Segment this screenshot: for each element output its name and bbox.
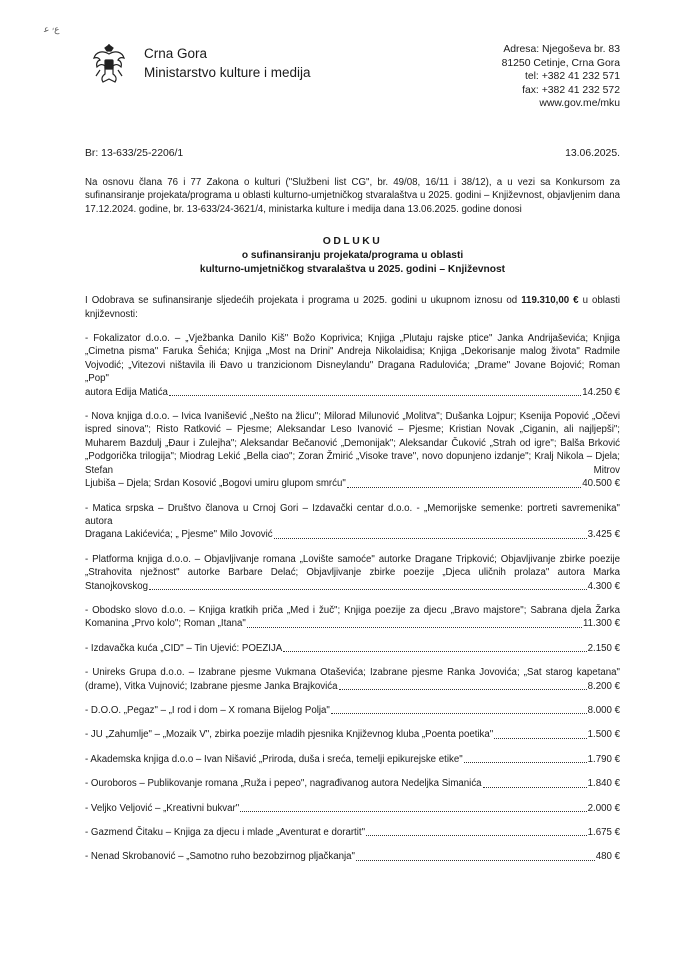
ministry-name: Ministarstvo kulture i medija (144, 65, 311, 80)
funding-amount: 8.200 € (587, 680, 620, 692)
leader-dots (483, 787, 587, 788)
title-subheading: kulturno-umjetničkog stvaralaštva u 2025. godini – Književnost (199, 263, 506, 275)
leader-dots (464, 762, 587, 763)
funding-item-text: Dragana Lakićevića; „ Pjesme" Milo Jovović (85, 529, 273, 541)
funding-item-text: - Veljko Veljović – „Kreativni bukvar" (85, 802, 240, 814)
leader-dots (339, 689, 587, 690)
leader-dots (169, 395, 581, 396)
funding-item-text: - JU „Zahumlje" – „Mozaik V", zbirka poezije mladih pjesnika Književnog kluba „Poenta poetika" (85, 729, 494, 741)
handwritten-mark: ﻉۥ ﻋ (44, 24, 60, 34)
funding-item-amount-row (85, 477, 620, 490)
funding-amount: 480 € (595, 851, 620, 863)
funding-item-text: (drame), Vitka Vujnović; Izabrane pjesme Janka Brajkovića (85, 680, 338, 692)
funding-item (85, 777, 620, 790)
document-body (85, 176, 620, 864)
funding-item-text: - Nova knjiga d.o.o. – Ivica Ivanišević „Nešto na žlicu"; Milorad Milunović „Molitva"; Dušanka Lojpur; Ksenija Popović „Očevi ispred sinova"; Risto Ratković – Pjesme; Aleksandar Leso Ivanović – Pjesme; Kristian Novak „Ciganin, ali najljepši"; Muharem Bazdulj „Đaur i Zulejha"; Aleksandar Bečanović „Demonijak"; Aleksandar Čuković „Strah od igre"; Balša Brković „Podgorička trilogija"; Miodrag Lekić „Bella ciao"; Zoran Žmirić „Visoke trave", novo dopunjeno izdanje"; Kralj Nikola – Djela; Stefan Mitrov (85, 411, 620, 476)
funding-amount: 1.675 € (587, 827, 620, 838)
funding-item-text: - D.O.O. „Pegaz" – „I rod i dom – X romana Bijelog Polja" (85, 704, 330, 716)
funding-amount: 3.425 € (587, 529, 620, 541)
funding-item-text: - Nenad Skrobanović – „Samotno ruho bezobzirnog pljačkanja" (85, 851, 356, 863)
funding-item-amount-row (85, 802, 620, 815)
funding-item (85, 642, 620, 655)
funding-item (85, 704, 620, 717)
decision-title (85, 235, 620, 276)
leader-dots (366, 835, 587, 836)
document-date: 13.06.2025. (565, 148, 620, 159)
funding-item (85, 666, 620, 693)
leader-dots (331, 713, 587, 714)
intro-text: I Odobrava se sufinansiranje sljedećih projekata i programa u 2025. godini u ukupnom iznosu od (85, 295, 522, 307)
leader-dots (347, 487, 581, 488)
leader-dots (149, 589, 587, 590)
funding-item-amount-row (85, 386, 620, 399)
leader-dots (283, 651, 586, 652)
address-line: 81250 Cetinje, Crna Gora (501, 57, 620, 69)
leader-dots (240, 811, 586, 812)
leader-dots (356, 860, 595, 861)
reference-number: Br: 13-633/25-2206/1 (85, 148, 184, 159)
funding-item (85, 604, 620, 631)
intro-paragraph (85, 294, 620, 321)
issuer-block (144, 44, 311, 82)
funding-item (85, 850, 620, 863)
funding-amount: 2.000 € (587, 802, 620, 814)
intro-text: u oblasti književnosti: (85, 295, 620, 320)
funding-item (85, 502, 620, 542)
funding-amount: 1.840 € (587, 778, 620, 790)
funding-item-text: autora Edija Matića (85, 386, 168, 398)
funding-item-text: - Matica srpska – Društvo članova u Crnoj Gori – Izdavački centar d.o.o. - „Memorijske semenke: portreti savremenika" autora (85, 502, 620, 527)
address-block (502, 43, 620, 111)
funding-amount: 4.300 € (587, 580, 620, 592)
funding-amount: 8.000 € (587, 704, 620, 716)
funding-item-amount-row (85, 826, 620, 839)
funding-item-amount-row (85, 680, 620, 693)
funding-item-text: - Izdavačka kuća „CID" – Tin Ujević: POEZIJA (85, 642, 283, 654)
funding-list (85, 332, 620, 864)
funding-item-amount-row (85, 728, 620, 741)
address-line: Adresa: Njegoševa br. 83 (503, 44, 620, 55)
funding-item (85, 753, 620, 766)
funding-item-text: - Ouroboros – Publikovanje romana „Ruža i pepeo", nagrađivanog autora Nedeljka Simanića (85, 778, 482, 790)
funding-item-amount-row (85, 528, 620, 541)
funding-item-amount-row (85, 753, 620, 766)
title-subheading: o sufinansiranju projekata/programa u oblasti (241, 250, 464, 262)
funding-amount: 11.300 € (583, 618, 620, 630)
country-name: Crna Gora (144, 46, 208, 61)
funding-item (85, 728, 620, 741)
funding-item-text: Stanojkovskog (85, 580, 149, 592)
coat-of-arms-icon (92, 44, 126, 84)
funding-item-amount-row (85, 642, 620, 655)
funding-item (85, 802, 620, 815)
funding-amount: 2.150 € (587, 642, 620, 654)
funding-item-text: - Unireks Grupa d.o.o. – Izabrane pjesme Vukmana Otaševića; Izabrane pjesme Ranka Jovovića; „Sat starog kapetana" (85, 667, 620, 679)
leader-dots (494, 738, 586, 739)
funding-item (85, 410, 620, 490)
reference-row (85, 148, 620, 159)
funding-amount: 14.250 € (582, 386, 620, 398)
fax-line: fax: +382 41 232 572 (522, 84, 620, 96)
preamble: Na osnovu člana 76 i 77 Zakona o kulturi ("Službeni list CG", br. 49/08, 16/11 i 38/12), a u vezi sa Konkursom za sufinansiranje projekata/programa u oblasti kulturno-umjetničkog stvaralaštva u 2025. godini – Književnost, objavljenim dana 17.12.2024. godine, br. 13-633/24-3621/4, ministarka kulture i medija dana 13.06.2025. godine donosi (85, 177, 620, 215)
title-heading: ODLUKU (322, 236, 383, 248)
funding-item (85, 553, 620, 593)
funding-item-text: - Akademska knjiga d.o.o – Ivan Nišavić „Priroda, duša i sreća, temelji epikurejske etike" (85, 753, 463, 765)
funding-item-amount-row (85, 777, 620, 790)
website-line: www.gov.me/mku (539, 98, 620, 110)
funding-item-text: - Obodsko slovo d.o.o. – Knjiga kratkih priča „Med i žuč"; Knjiga poezije za djecu „Bravo majstore"; Sabrana djela Žarka (85, 604, 620, 616)
leader-dots (274, 538, 587, 539)
funding-item (85, 826, 620, 839)
funding-amount: 1.500 € (587, 729, 620, 741)
funding-item-amount-row (85, 617, 620, 630)
phone-line: tel: +382 41 232 571 (524, 71, 620, 83)
funding-item-text: Ljubiša – Djela; Srdan Kosović „Bogovi umiru glupom smrću" (85, 478, 346, 490)
funding-item-text: - Fokalizator d.o.o. – „Vježbanka Danilo Kiš" Božo Koprivica; Knjiga „Plutaju rajske ptice" Janka Andrijaševića; Knjiga „Cimetna pisma" Faruka Šehića; Knjiga „Most na Drini" Andreja Nikolaidisa; Knjiga „Dekorisanje malog života" Radmile Vojvodić; „Vitezovi ništavila ili Đavo u tranzicionom Disneylandu" Dragana Radulovića; „Drame" Jovane Bojović; Roman „Pop" (85, 333, 620, 385)
funding-item-text: - Platforma knjiga d.o.o. – Objavljivanje romana „Lovište samoće" autorke Dragane Tripković; Objavljivanje zbirke poezije „Strahovita nježnost" autorke Barbare Delać; Objavljivanje zbirke poezije „Djeca uličnih prolaza" autora Marka (85, 553, 620, 579)
funding-item-amount-row (85, 580, 620, 593)
total-amount: 119.310,00 € (521, 295, 579, 307)
funding-item-amount-row (85, 704, 620, 717)
funding-item-amount-row (85, 850, 620, 863)
leader-dots (247, 627, 582, 628)
funding-item-text: - Gazmend Čitaku – Knjiga za djecu i mlade „Aventurat e dorartit" (85, 827, 366, 838)
funding-amount: 40.500 € (582, 478, 620, 490)
funding-item-text: Komanina „Prvo kolo"; Roman „Itana" (85, 618, 246, 630)
funding-item (85, 332, 620, 399)
funding-amount: 1.790 € (587, 753, 620, 765)
